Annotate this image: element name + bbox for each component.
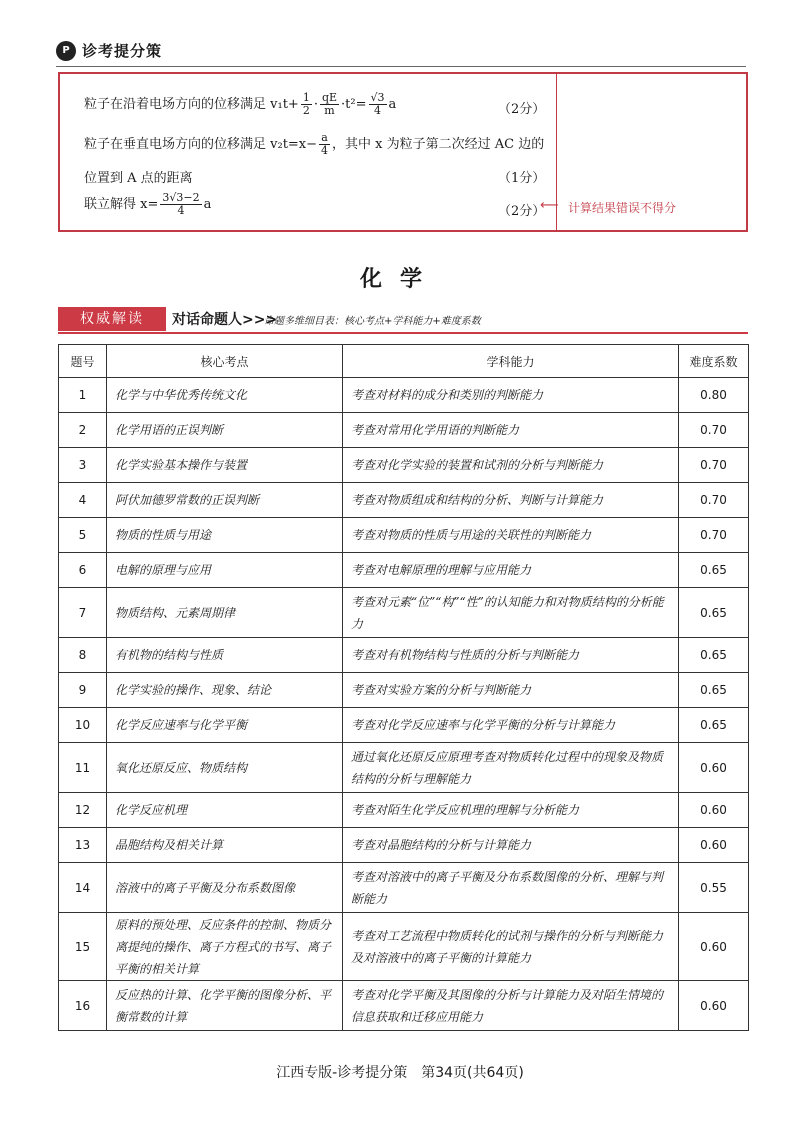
row-topic: 阿伏加德罗常数的正误判断 (107, 483, 343, 518)
row-ability: 考查对有机物结构与性质的分析与判断能力 (343, 638, 679, 673)
row-topic: 氧化还原反应、物质结构 (107, 743, 343, 793)
fraction: $\frac{√3}{4}$ (370, 91, 385, 117)
row-number: 9 (59, 673, 107, 708)
table-row (59, 981, 749, 1031)
row-number: 8 (59, 638, 107, 673)
row-topic: 原料的预处理、反应条件的控制、物质分离提纯的操作、离子方程式的书写、离子平衡的相关计算 (107, 913, 343, 981)
margin-note: 计算结果错误不得分 (568, 201, 677, 215)
row-number: 7 (59, 588, 107, 638)
row-difficulty: 0.70 (679, 448, 749, 483)
row-number: 5 (59, 518, 107, 553)
row-ability: 考查对实验方案的分析与判断能力 (343, 673, 679, 708)
answer-line-3: 位置到 A 点的距离 (84, 171, 193, 186)
row-ability: 考查对材料的成分和类别的判断能力 (343, 378, 679, 413)
table-row (59, 913, 749, 981)
row-topic: 化学用语的正误判断 (107, 413, 343, 448)
row-number: 14 (59, 863, 107, 913)
table-row (59, 673, 749, 708)
fraction: $\frac{a}{4}$ (321, 131, 329, 157)
row-number: 4 (59, 483, 107, 518)
header-ability: 学科能力 (343, 345, 679, 378)
answer-line-4: 联立解得 x= $\frac{3√3-2}{4}$ a (84, 191, 212, 217)
table-row (59, 378, 749, 413)
table-row (59, 863, 749, 913)
score-line-1: （2分） (498, 102, 546, 117)
fraction: $\frac{qE}{m}$ (321, 91, 338, 117)
row-difficulty: 0.80 (679, 378, 749, 413)
row-ability: 考查对物质的性质与用途的关联性的判断能力 (343, 518, 679, 553)
row-topic: 化学反应速率与化学平衡 (107, 708, 343, 743)
row-topic: 物质的性质与用途 (107, 518, 343, 553)
section-title: 化学 (359, 267, 440, 292)
arrow-left-icon: ⟵ (540, 198, 559, 213)
row-number: 15 (59, 913, 107, 981)
row-ability: 考查对工艺流程中物质转化的试剂与操作的分析与判断能力及对溶液中的离子平衡的计算能力 (343, 913, 679, 981)
answer-line-2: 粒子在垂直电场方向的位移满足 v₂t=x− $\frac{a}{4}$ ，其中 x 为粒子第二次经过 AC 边的 (84, 131, 545, 157)
row-number: 10 (59, 708, 107, 743)
row-difficulty: 0.60 (679, 828, 749, 863)
row-ability: 考查对陌生化学反应机理的理解与分析能力 (343, 793, 679, 828)
row-topic: 物质结构、元素周期律 (107, 588, 343, 638)
row-ability: 考查对元素“位”“构”“性”的认知能力和对物质结构的分析能力 (343, 588, 679, 638)
row-topic: 反应热的计算、化学平衡的图像分析、平衡常数的计算 (107, 981, 343, 1031)
row-topic: 化学反应机理 (107, 793, 343, 828)
table-row (59, 553, 749, 588)
row-number: 13 (59, 828, 107, 863)
row-difficulty: 0.70 (679, 413, 749, 448)
table-row (59, 483, 749, 518)
score-line-4: （2分） (498, 204, 546, 219)
row-difficulty: 0.65 (679, 588, 749, 638)
row-topic: 有机物的结构与性质 (107, 638, 343, 673)
row-difficulty: 0.60 (679, 981, 749, 1031)
score-line-3: （1分） (498, 171, 546, 186)
answer-line-1: 粒子在沿着电场方向的位移满足 v₁t+ $\frac{1}{2}$ · $\frac{qE}{m}$ ·t²= $\frac{√3}{4}$ a (84, 91, 397, 117)
header-no: 题号 (59, 345, 107, 378)
brand-logo: P (56, 41, 76, 61)
row-number: 3 (59, 448, 107, 483)
row-difficulty: 0.65 (679, 673, 749, 708)
authority-rule (58, 332, 748, 334)
table-row (59, 448, 749, 483)
authority-title: 对话命题人>>> (172, 312, 278, 328)
table-header-row (59, 345, 749, 378)
row-difficulty: 0.55 (679, 863, 749, 913)
row-ability: 考查对化学平衡及其图像的分析与计算能力及对陌生情境的信息获取和迁移应用能力 (343, 981, 679, 1031)
row-difficulty: 0.65 (679, 553, 749, 588)
page-header (56, 40, 162, 61)
row-difficulty: 0.65 (679, 708, 749, 743)
authority-subtitle: 命题多维细目表：核心考点+学科能力+难度系数 (264, 316, 481, 327)
brand-name: 诊考提分策 (82, 42, 163, 60)
row-topic: 晶胞结构及相关计算 (107, 828, 343, 863)
table-row (59, 793, 749, 828)
table-row (59, 828, 749, 863)
fraction: $\frac{3√3-2}{4}$ (162, 191, 200, 217)
table-row (59, 518, 749, 553)
row-difficulty: 0.70 (679, 483, 749, 518)
authority-tag: 权威解读 (58, 307, 166, 331)
row-ability: 考查对溶液中的离子平衡及分布系数图像的分析、理解与判断能力 (343, 863, 679, 913)
table-row (59, 638, 749, 673)
row-ability: 通过氧化还原反应原理考查对物质转化过程中的现象及物质结构的分析与理解能力 (343, 743, 679, 793)
row-difficulty: 0.60 (679, 793, 749, 828)
table-row (59, 708, 749, 743)
row-topic: 溶液中的离子平衡及分布系数图像 (107, 863, 343, 913)
table-row (59, 743, 749, 793)
row-difficulty: 0.60 (679, 913, 749, 981)
row-ability: 考查对晶胞结构的分析与计算能力 (343, 828, 679, 863)
row-topic: 化学与中华优秀传统文化 (107, 378, 343, 413)
row-ability: 考查对常用化学用语的判断能力 (343, 413, 679, 448)
table-row (59, 588, 749, 638)
header-topic: 核心考点 (107, 345, 343, 378)
header-rule (56, 66, 746, 67)
row-topic: 化学实验基本操作与装置 (107, 448, 343, 483)
row-ability: 考查对化学实验的装置和试剂的分析与判断能力 (343, 448, 679, 483)
row-number: 12 (59, 793, 107, 828)
row-number: 6 (59, 553, 107, 588)
row-difficulty: 0.60 (679, 743, 749, 793)
fraction: $\frac{1}{2}$ (302, 91, 310, 117)
row-difficulty: 0.65 (679, 638, 749, 673)
page-footer: 江西专版-诊考提分策 第34页(共64页) (276, 1065, 524, 1081)
row-difficulty: 0.70 (679, 518, 749, 553)
header-difficulty: 难度系数 (679, 345, 749, 378)
row-number: 1 (59, 378, 107, 413)
row-topic: 电解的原理与应用 (107, 553, 343, 588)
row-topic: 化学实验的操作、现象、结论 (107, 673, 343, 708)
row-number: 11 (59, 743, 107, 793)
row-number: 16 (59, 981, 107, 1031)
table-row (59, 413, 749, 448)
row-ability: 考查对电解原理的理解与应用能力 (343, 553, 679, 588)
exam-spec-table (58, 344, 749, 1031)
row-number: 2 (59, 413, 107, 448)
row-ability: 考查对物质组成和结构的分析、判断与计算能力 (343, 483, 679, 518)
row-ability: 考查对化学反应速率与化学平衡的分析与计算能力 (343, 708, 679, 743)
